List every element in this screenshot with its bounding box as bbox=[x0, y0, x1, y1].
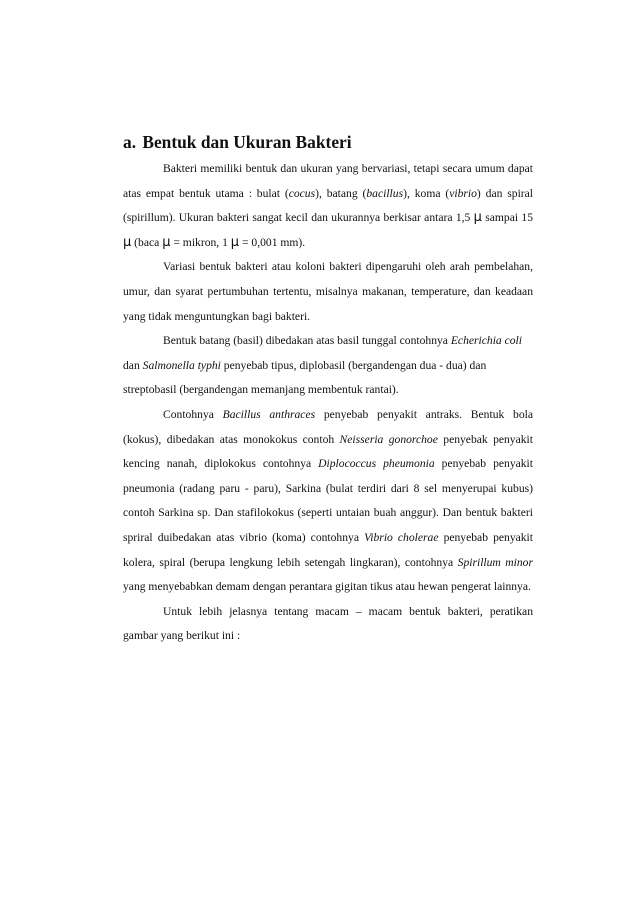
text-run: Untuk lebih jelasnya tentang macam – macam bentuk bakteri, peratikan gambar yang berikut ini : bbox=[123, 604, 533, 643]
species-name: vibrio bbox=[449, 186, 477, 200]
micron-symbol: μ bbox=[473, 210, 482, 226]
micron-symbol: μ bbox=[162, 234, 171, 250]
text-run: ), koma ( bbox=[403, 186, 450, 200]
text-run: penyebab penyakit pneumonia (radang paru - paru), Sarkina (bulat terdiri dari 8 sel menyerupai kubus) contoh Sarkina sp. Dan stafilokokus (seperti untaian buah anggur). Dan bentuk bakteri spriral duibedakan atas vibrio (koma) contohnya bbox=[123, 457, 534, 544]
section-heading bbox=[123, 132, 533, 152]
paragraph-p1 bbox=[123, 157, 533, 255]
species-name: Bacillus anthraces bbox=[222, 407, 316, 421]
species-name: Spirillum minor bbox=[457, 555, 533, 569]
micron-symbol: μ bbox=[230, 234, 240, 250]
text-run: sampai 15 bbox=[481, 211, 533, 225]
text-run: Variasi bentuk bakteri atau koloni bakteri dipengaruhi oleh arah pembelahan, umur, dan syarat pertumbuhan tertentu, misalnya makanan, temperature, dan keadaan yang tidak menguntungkan bagi bakteri. bbox=[123, 260, 533, 323]
text-run: penyebak penyakit kencing nanah, diplokokus contohnya bbox=[123, 432, 533, 471]
text-run: = 0,001 mm). bbox=[239, 235, 306, 249]
text-run: Bentuk batang (basil) dibedakan atas basil tunggal contohnya bbox=[163, 334, 451, 348]
species-name: cocus bbox=[288, 186, 316, 200]
paragraph-p3 bbox=[123, 329, 533, 403]
paragraph-p5 bbox=[123, 600, 533, 649]
text-run: = mikron, 1 bbox=[170, 235, 231, 249]
micron-symbol: μ bbox=[123, 234, 132, 250]
species-name: Vibrio cholerae bbox=[364, 530, 439, 544]
text-run: yang menyebabkan demam dengan perantara gigitan tikus atau hewan pengerat lainnya. bbox=[123, 580, 531, 594]
species-name: Diplococcus pheumonia bbox=[318, 457, 435, 471]
text-run: ), batang ( bbox=[315, 186, 367, 200]
section-title: Bentuk dan Ukuran Bakteri bbox=[142, 132, 352, 152]
section-number: a. bbox=[123, 132, 137, 152]
species-name: Neisseria gonorchoe bbox=[339, 432, 438, 446]
text-run: penyebab tipus, diplobasil (bergandengan dua - dua) dan streptobasil (bergandengan memanjang membentuk rantai). bbox=[123, 358, 487, 397]
paragraph-list bbox=[123, 157, 533, 649]
paragraph-p2 bbox=[123, 255, 533, 329]
species-name: Salmonella typhi bbox=[142, 358, 221, 372]
species-name: Echerichia coli bbox=[450, 334, 522, 348]
text-run: penyebab penyakit kolera, spiral (berupa lengkung lebih setengah lingkaran), contohnya bbox=[123, 530, 533, 569]
text-run: dan bbox=[123, 358, 143, 372]
species-name: bacillus bbox=[366, 186, 404, 200]
text-run: penyebab penyakit antraks. Bentuk bola (kokus), dibedakan atas monokokus contoh bbox=[123, 407, 534, 446]
text-run: Bakteri memiliki bentuk dan ukuran yang bervariasi, tetapi secara umum dapat atas empat bentuk utama : bulat ( bbox=[123, 162, 533, 200]
paragraph-p4 bbox=[123, 403, 533, 600]
document-body bbox=[123, 132, 534, 649]
text-run: ) dan spiral (spirillum). Ukuran bakteri sangat kecil dan ukurannya berkisar antara 1,5 bbox=[123, 186, 534, 225]
text-run: Contohnya bbox=[163, 407, 223, 421]
text-run: (baca bbox=[131, 235, 163, 249]
